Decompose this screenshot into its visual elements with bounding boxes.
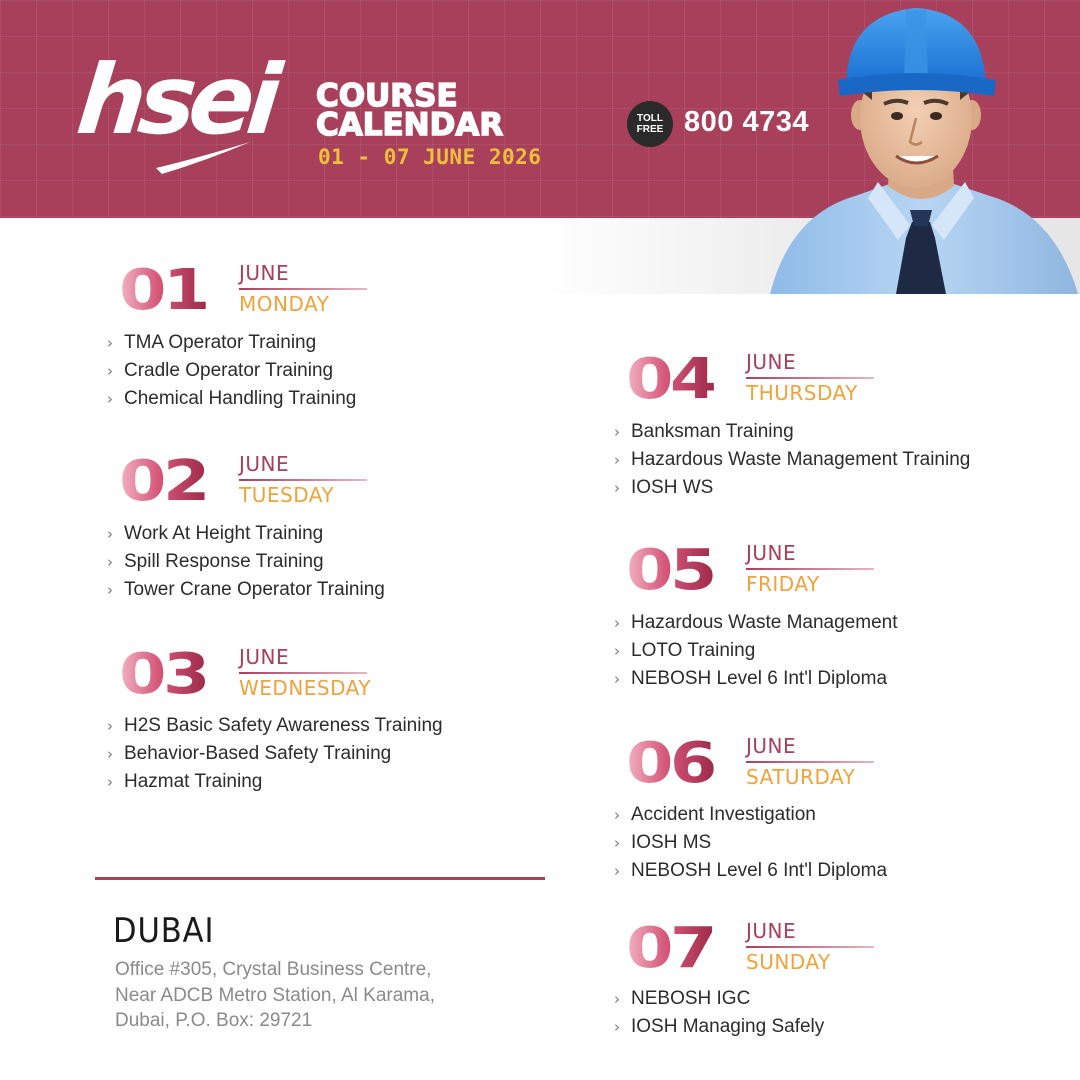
course-name: Chemical Handling Training [124,388,357,409]
course-name: Work At Height Training [124,523,324,544]
day-weekday: SATURDAY [746,765,856,789]
course-list [614,985,824,1041]
chevron-right-icon: › [107,553,113,571]
course-name: Tower Crane Operator Training [124,579,385,600]
construction-worker-hardhat-icon [760,0,1080,294]
list-item [614,665,897,693]
list-item [614,829,887,857]
course-name: Spill Response Training [124,551,324,572]
list-item [614,857,887,885]
course-calendar-title [316,78,504,143]
chevron-right-icon: › [614,806,620,824]
chevron-right-icon: › [614,642,620,660]
chevron-right-icon: › [614,1018,620,1036]
toll-line2: FREE [636,124,664,135]
logo-text: hsei [72,44,280,156]
chevron-right-icon: › [614,670,620,688]
chevron-right-icon: › [614,990,620,1008]
day-weekday: SUNDAY [746,950,831,974]
day-weekday: FRIDAY [746,572,820,596]
chevron-right-icon: › [107,390,113,408]
chevron-right-icon: › [614,423,620,441]
course-name: Banksman Training [631,421,794,442]
day-divider [746,568,874,570]
day-divider [746,377,874,379]
day-number: 05 [626,538,714,603]
day-month: JUNE [746,541,797,565]
title-line1: COURSE [316,78,458,114]
course-name: Hazmat Training [124,771,263,792]
list-item [107,329,356,357]
chevron-right-icon: › [614,451,620,469]
day-month: JUNE [239,452,290,476]
office-address [115,957,435,1034]
day-divider [239,672,367,674]
course-name: Cradle Operator Training [124,360,334,381]
day-divider [746,761,874,763]
title-line2: CALENDAR [316,107,504,143]
course-name: TMA Operator Training [124,332,317,353]
list-item [107,385,356,413]
chevron-right-icon: › [107,717,113,735]
day-number: 06 [626,731,714,796]
logo-swoosh-icon [78,50,258,175]
course-name: IOSH MS [631,832,712,853]
list-item [107,740,443,768]
course-name: NEBOSH Level 6 Int'l Diploma [631,860,888,881]
list-item [107,520,385,548]
course-name: Hazardous Waste Management Training [631,449,971,470]
list-item [107,357,356,385]
day-number: 04 [626,347,714,412]
list-item [614,637,897,665]
day-divider [239,479,367,481]
section-divider [95,877,545,880]
day-month: JUNE [239,261,290,285]
chevron-right-icon: › [107,362,113,380]
list-item [614,801,887,829]
course-name: NEBOSH Level 6 Int'l Diploma [631,668,888,689]
course-list [107,712,443,796]
address-line1: Office #305, Crystal Business Centre, [115,959,432,980]
day-weekday: THURSDAY [746,381,858,405]
day-month: JUNE [746,350,797,374]
course-list [614,418,970,502]
day-weekday: TUESDAY [239,483,335,507]
toll-free-badge [627,101,673,147]
chevron-right-icon: › [614,479,620,497]
toll-line1: TOLL [637,113,663,124]
day-divider [746,946,874,948]
list-item [107,768,443,796]
day-weekday: MONDAY [239,292,330,316]
address-line3: Dubai, P.O. Box: 29721 [115,1010,313,1031]
day-number: 07 [626,916,714,981]
chevron-right-icon: › [614,862,620,880]
course-name: H2S Basic Safety Awareness Training [124,715,443,736]
chevron-right-icon: › [107,525,113,543]
day-month: JUNE [239,645,290,669]
list-item [614,1013,824,1041]
course-name: IOSH Managing Safely [631,1016,825,1037]
course-list [614,609,897,693]
day-month: JUNE [746,734,797,758]
course-name: NEBOSH IGC [631,988,751,1009]
list-item [614,446,970,474]
hsei-logo [72,44,280,175]
day-number: 02 [119,449,207,514]
course-list [614,801,887,885]
chevron-right-icon: › [614,614,620,632]
course-name: LOTO Training [631,640,756,661]
course-name: Hazardous Waste Management [631,612,898,633]
date-range: 01 - 07 JUNE 2026 [318,145,542,169]
day-weekday: WEDNESDAY [239,676,371,700]
day-number: 01 [119,258,207,323]
day-month: JUNE [746,919,797,943]
city-name: DUBAI [113,911,215,951]
day-divider [239,288,367,290]
chevron-right-icon: › [107,334,113,352]
list-item [107,712,443,740]
chevron-right-icon: › [614,834,620,852]
list-item [614,609,897,637]
phone-number: 800 4734 [684,106,809,138]
chevron-right-icon: › [107,745,113,763]
course-name: Behavior-Based Safety Training [124,743,392,764]
list-item [614,474,970,502]
course-list [107,520,385,604]
course-name: IOSH WS [631,477,714,498]
course-name: Accident Investigation [631,804,816,825]
chevron-right-icon: › [107,581,113,599]
chevron-right-icon: › [107,773,113,791]
list-item [107,576,385,604]
list-item [107,548,385,576]
course-list [107,329,356,413]
address-line2: Near ADCB Metro Station, Al Karama, [115,984,435,1006]
list-item [614,985,824,1013]
day-number: 03 [119,642,207,707]
list-item [614,418,970,446]
